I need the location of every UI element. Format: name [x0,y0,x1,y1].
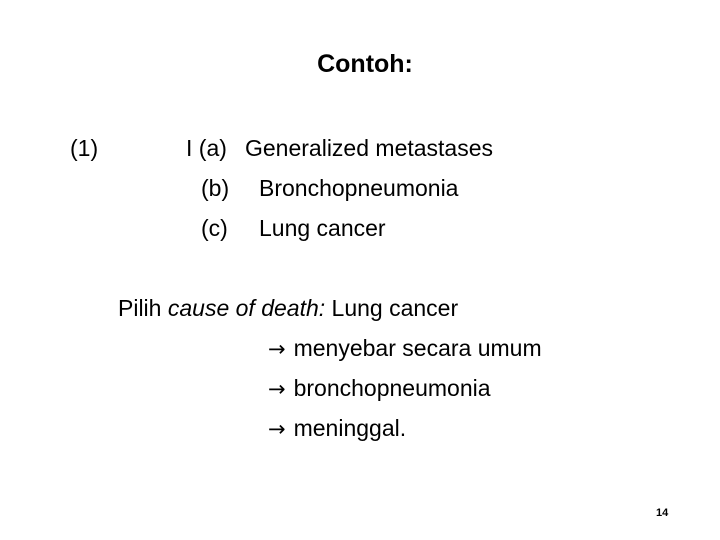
step-line [268,374,491,403]
row-label-a: I (a) [186,135,227,161]
arrow-right-icon: → [268,377,286,401]
row-label-b: (b) [201,175,230,201]
choose-emphasis: cause of death: [167,295,326,321]
row-text-c: Lung cancer [259,215,386,241]
slide-title: Contoh: [317,50,413,78]
choose-suffix: Lung cancer [325,295,459,321]
step-text: meninggal. [293,415,407,441]
step-line [268,414,406,443]
row-text-a: Generalized metastases [245,135,494,161]
step-line [268,334,542,363]
step-text: menyebar secara umum [293,335,542,361]
item-number: (1) [70,135,99,161]
cause-of-death-line [118,294,458,322]
arrow-right-icon: → [268,337,286,361]
page-number: 14 [656,507,669,519]
row-label-c: (c) [201,215,228,241]
choose-prefix: Pilih [118,295,168,321]
arrow-right-icon: → [268,417,286,441]
row-text-b: Bronchopneumonia [259,175,459,201]
step-text: bronchopneumonia [293,375,491,401]
